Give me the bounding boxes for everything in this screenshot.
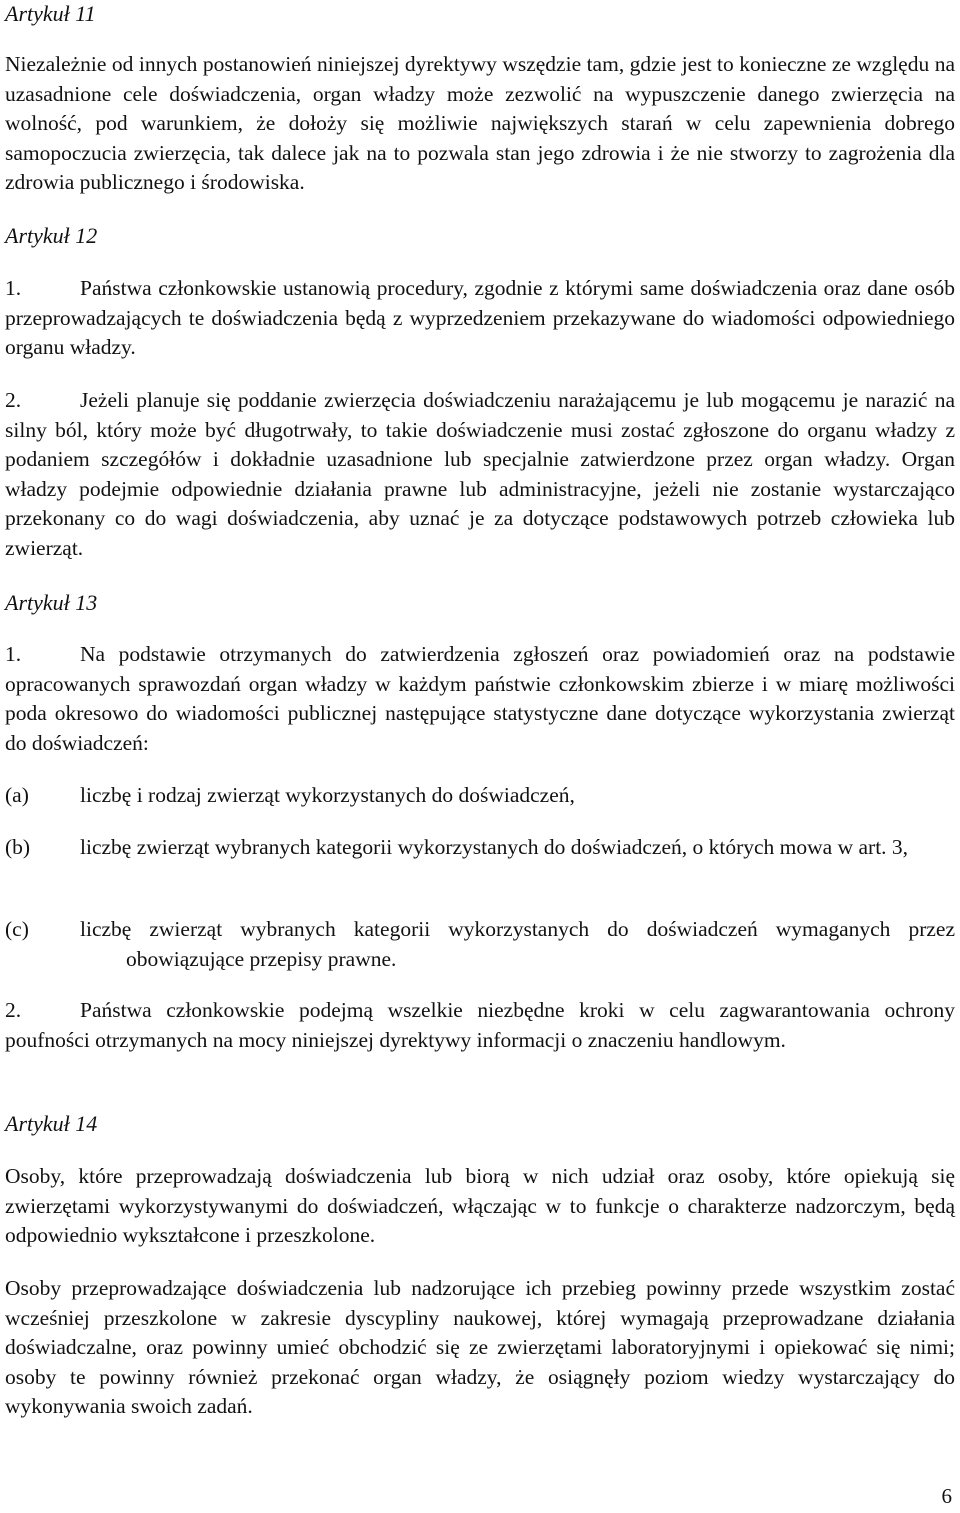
list-item-text: liczbę i rodzaj zwierząt wykorzystanych do doświadczeń, xyxy=(80,783,575,807)
page-number: 6 xyxy=(941,1484,952,1508)
paragraph-number: 2. xyxy=(5,388,22,412)
list-item-marker: (c) xyxy=(5,917,29,941)
article-13-paragraph-2 xyxy=(5,996,955,1055)
list-item-a xyxy=(5,781,955,811)
article-14-paragraph-2: Osoby przeprowadzające doświadczenia lub nadzorujące ich przebieg powinny przede wszystkim zostać wcześniej przeszkolone w zakresie dyscypliny naukowej, której wymagają przeprowadzane działania doświadczalne, oraz powinny umieć obchodzić się ze zwierzętami laboratoryjnymi i opiekować się nimi; osoby te powinny również przekonać organ władzy, że osiągnęły poziom wiedzy wystarczający do wykonywania swoich zadań. xyxy=(5,1276,955,1418)
article-14-heading: Artykuł 14 xyxy=(5,1111,98,1136)
list-item-text: liczbę zwierząt wybranych kategorii wykorzystanych do doświadczeń wymaganych przez obowiązujące przepisy prawne. xyxy=(80,917,955,971)
article-14-paragraph-1: Osoby, które przeprowadzają doświadczenia lub biorą w nich udział oraz osoby, które opiekują się zwierzętami wykorzystywanymi do doświadczeń, włączając w to funkcje o charakterze nadzorczym, będą odpowiednio wykształcone i przeszkolone. xyxy=(5,1164,955,1247)
list-item-marker: (a) xyxy=(5,783,29,807)
paragraph-text: Jeżeli planuje się poddanie zwierzęcia doświadczeniu narażającemu je lub mogącemu je narazić na silny ból, który może być długotrwały, to takie doświadczenie musi zostać zgłoszone do organu władzy z podaniem szczegółów i dokładnie uzasadnione lub specjalnie zatwierdzone przez organ władzy. Organ władzy podejmie odpowiednie działania prawne lub administracyjne, jeżeli nie zostanie wystarczająco przekonany co do wagi doświadczenia, aby uznać je za dotyczące podstawowych potrzeb człowieka lub zwierząt. xyxy=(5,388,955,560)
article-13-heading: Artykuł 13 xyxy=(5,590,98,615)
article-11-paragraph: Niezależnie od innych postanowień niniejszej dyrektywy wszędzie tam, gdzie jest to konieczne ze względu na uzasadnione cele doświadczenia, organ władzy może zezwolić na wypuszczenie danego zwierzęcia na wolność, pod warunkiem, że dołoży się możliwie największych starań w celu zapewnienia dobrego samopoczucia zwierzęcia, tak dalece jak na to pozwala stan jego zdrowia i że nie stworzy to zagrożenia dla zdrowia publicznego i środowiska. xyxy=(5,52,955,194)
list-item-c xyxy=(5,915,955,974)
article-13-paragraph-1 xyxy=(5,640,955,758)
article-12-heading: Artykuł 12 xyxy=(5,223,98,248)
paragraph-number: 1. xyxy=(5,642,22,666)
paragraph-text: Państwa członkowskie ustanowią procedury, zgodnie z którymi same doświadczenia oraz dane osób przeprowadzających te doświadczenia będą z wyprzedzeniem przekazywane do wiadomości odpowiedniego organu władzy. xyxy=(5,276,955,359)
article-12-paragraph-1 xyxy=(5,274,955,363)
list-item-text: liczbę zwierząt wybranych kategorii wykorzystanych do doświadczeń, o których mowa w art. 3, xyxy=(80,835,909,859)
list-item-b xyxy=(5,833,955,863)
paragraph-number: 2. xyxy=(5,998,22,1022)
paragraph-text: Państwa członkowskie podejmą wszelkie niezbędne kroki w celu zagwarantowania ochrony poufności otrzymanych na mocy niniejszej dyrektywy informacji o znaczeniu handlowym. xyxy=(5,998,955,1052)
article-11-heading: Artykuł 11 xyxy=(5,1,96,26)
paragraph-text: Na podstawie otrzymanych do zatwierdzenia zgłoszeń oraz powiadomień oraz na podstawie opracowanych sprawozdań organ władzy w każdym państwie członkowskim zbierze i w miarę możliwości poda okresowo do wiadomości publicznej następujące statystyczne dane dotyczące wykorzystania zwierząt do doświadczeń: xyxy=(5,642,955,755)
paragraph-number: 1. xyxy=(5,276,22,300)
list-item-marker: (b) xyxy=(5,835,31,859)
article-12-paragraph-2 xyxy=(5,386,955,563)
